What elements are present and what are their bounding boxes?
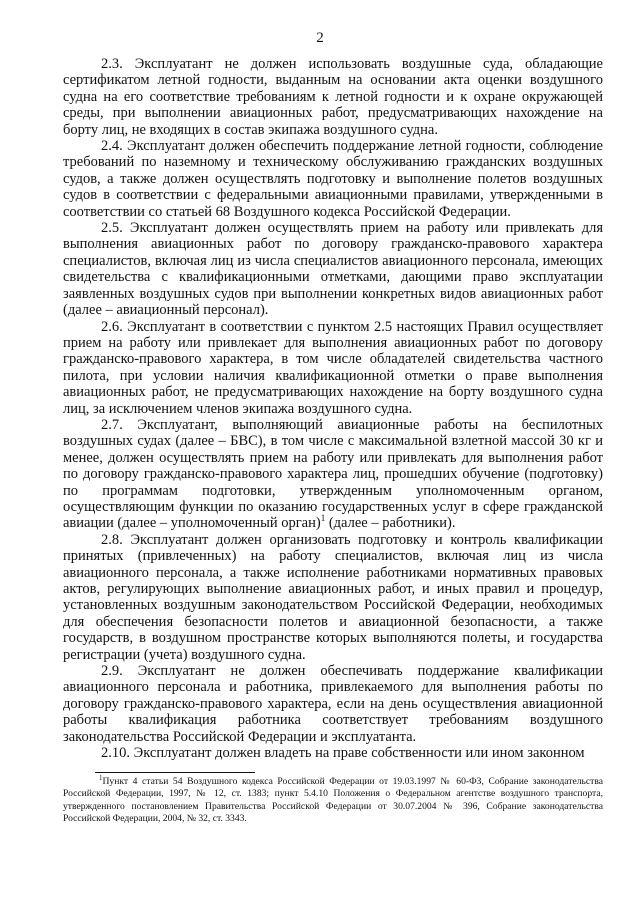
paragraph-2-7-tail: (далее – работники). (325, 515, 456, 532)
footnote (63, 773, 603, 826)
footnote-mark: 1 (99, 773, 103, 782)
page-number: 2 (316, 30, 324, 46)
footnote-reference: 1 (320, 513, 326, 524)
footnote-divider (95, 772, 255, 773)
paragraph-2-6: 2.6. Эксплуатант в соответствии с пунктом 2.5 настоящих Правил осуществляет прием на работу или привлекает для выполнения авиационных работ по договору гражданско-правового характера, в том числе обладателей свидетельства частного пилота, при условии наличия квалификационной отметки о праве выполнения авиационных работ, не предусматривающих нахождение на борту воздушного судна лиц, за исключением членов экипажа воздушного судна. (63, 318, 603, 417)
document-body (63, 56, 603, 761)
paragraph-2-8: 2.8. Эксплуатант должен организовать подготовку и контроль квалификации принятых (привлеченных) на работу специалистов, включая лиц из числа авиационного персонала, а также исполнение работниками нормативных правовых актов, регулирующих выполнение авиационных работ, и иных правил и процедур, установленных воздушным законодательством Российской Федерации, необходимых для обеспечения безопасности полетов и авиационной безопасности, а также государств, в воздушном пространстве которых выполняются полеты, и государства регистрации (учета) воздушного судна. (63, 531, 603, 663)
paragraph-2-5: 2.5. Эксплуатант должен осуществлять прием на работу или привлекать для выполнения авиационных работ по договору гражданско-правового характера специалистов, включая лиц из числа специалистов авиационного персонала, имеющих свидетельства с квалификационными отметками, дающими право эксплуатации заявленных воздушных судов при выполнении конкретных видов авиационных работ (далее – авиационный персонал). (63, 220, 603, 319)
paragraph-2-7-text: 2.7. Эксплуатант, выполняющий авиационные работы на беспилотных воздушных судах (далее – БВС), в том числе с максимальной взлетной массой 30 кг и менее, должен осуществлять прием на работу или привлекать для выполнения работ по договору гражданско-правового характера лиц, прошедших обучение (подготовку) по программам подготовки, утвержденным уполномоченным органом, осуществляющим функции по оказанию государственных услуг в сфере гражданской авиации (далее – уполномоченный орган) (63, 416, 603, 532)
footnote-text-line (63, 773, 603, 826)
paragraph-2-3: 2.3. Эксплуатант не должен использовать воздушные суда, обладающие сертификатом летной годности, выданным на основании акта оценки воздушного судна на его соответствие требованиям к летной годности и к охране окружающей среды, при выполнении авиационных работ, предусматривающих нахождение на борту лиц, не входящих в состав экипажа воздушного судна. (63, 56, 603, 138)
paragraph-2-4: 2.4. Эксплуатант должен обеспечить поддержание летной годности, соблюдение требований по наземному и техническому обслуживанию гражданских воздушных судов, а также должен осуществлять подготовку и выполнение полетов воздушных судов в соответствии с федеральными авиационными правилами, утвержденными в соответствии со статьей 68 Воздушного кодекса Российской Федерации. (63, 138, 603, 220)
paragraph-2-7 (63, 417, 603, 532)
footnote-text: Пункт 4 статьи 54 Воздушного кодекса Российской Федерации от 19.03.1997 № 60-ФЗ, Собрание законодательства Российской Федерации, 1997, № 12, ст. 1383; пункт 5.4.10 Положения о Федеральном агентстве воздушного транспорта, утвержденного постановлением Правительства Российской Федерации от 30.07.2004 № 396, Собрание законодательства Российской Федерации, 2004, № 32, ст. 3343. (63, 776, 603, 825)
paragraph-2-9: 2.9. Эксплуатант не должен обеспечивать поддержание квалификации авиационного персонала и работника, привлекаемого для выполнения работы по договору гражданско-правового характера, если на день осуществления авиационной работы квалификация работника соответствует требованиям воздушного законодательства Российской Федерации и эксплуатанта. (63, 663, 603, 745)
paragraph-2-10: 2.10. Эксплуатант должен владеть на праве собственности или ином законном (101, 745, 585, 762)
